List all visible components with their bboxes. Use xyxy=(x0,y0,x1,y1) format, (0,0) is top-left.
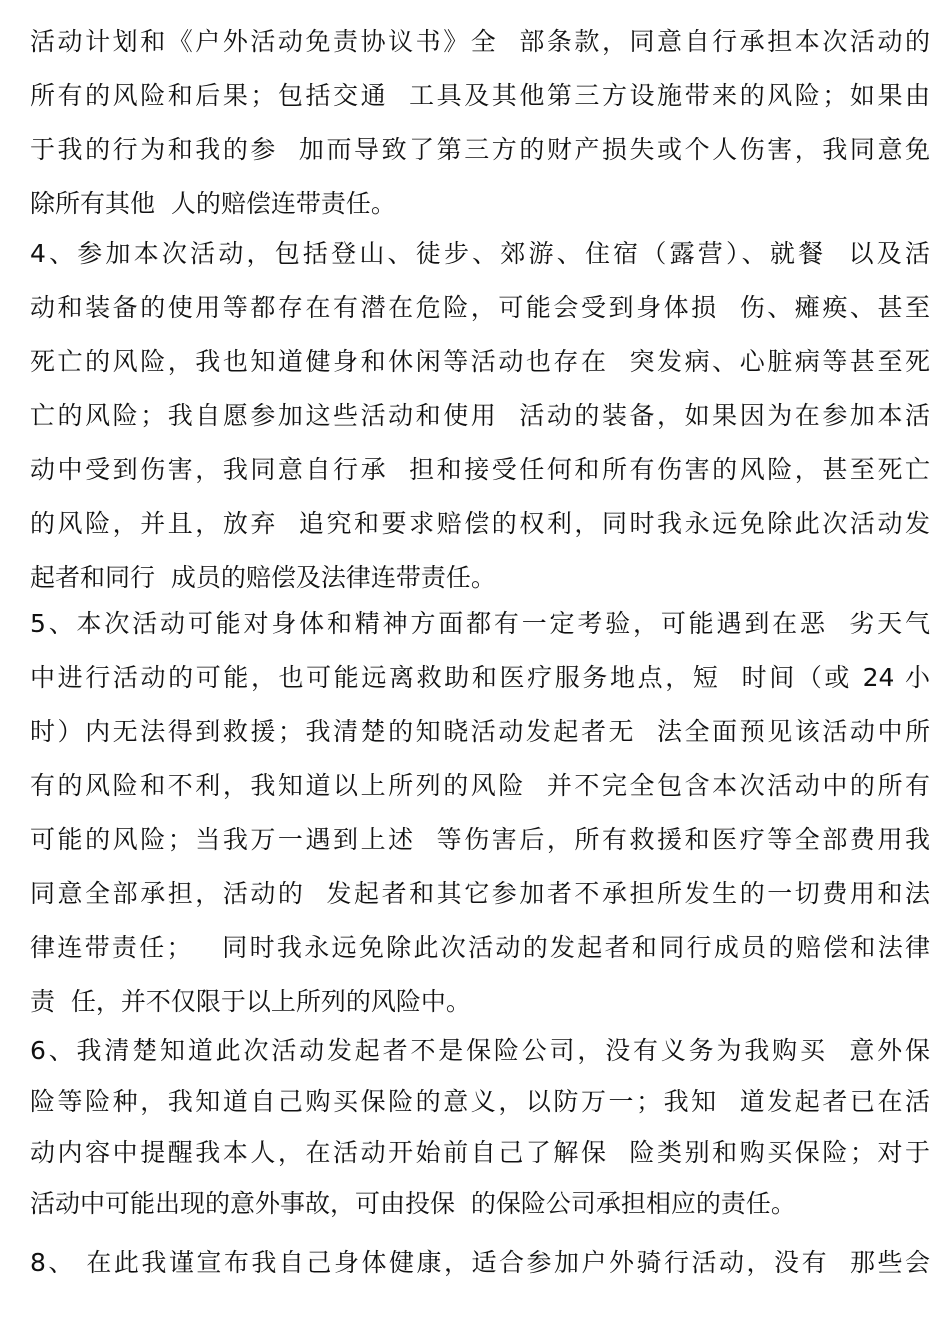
text-line: 除所有其他 人的赔偿连带责任。 xyxy=(30,189,396,218)
text-line: 动中受到伤害，我同意自行承 担和接受任何和所有伤害的风险，甚至死亡 xyxy=(30,455,930,484)
paragraph-8 xyxy=(30,1236,930,1290)
text-line: 责 任，并不仅限于以上所列的风险中。 xyxy=(30,987,471,1016)
text-line: 6、我清楚知道此次活动发起者不是保险公司，没有义务为我购买 意外保 xyxy=(30,1036,930,1065)
text-line: 时）内无法得到救援；我清楚的知晓活动发起者无 法全面预见该活动中所 xyxy=(30,717,930,746)
text-line: 8、 在此我谨宣布我自己身体健康，适合参加户外骑行活动，没有 那些会 xyxy=(30,1248,930,1277)
text-line: 险等险种，我知道自己购买保险的意义，以防万一；我知 道发起者已在活 xyxy=(30,1087,930,1116)
text-line: 动和装备的使用等都存在有潜在危险，可能会受到身体损 伤、瘫痪、甚至 xyxy=(30,293,930,322)
text-line: 于我的行为和我的参 加而导致了第三方的财产损失或个人伤害，我同意免 xyxy=(30,135,930,164)
text-line: 所有的风险和后果；包括交通 工具及其他第三方设施带来的风险；如果由 xyxy=(30,81,930,110)
text-line: 的风险，并且，放弃 追究和要求赔偿的权利，同时我永远免除此次活动发 xyxy=(30,509,930,538)
text-line: 动内容中提醒我本人，在活动开始前自己了解保 险类别和购买保险；对于 xyxy=(30,1138,930,1167)
text-line: 活动计划和《户外活动免责协议书》全 部条款，同意自行承担本次活动的 xyxy=(30,27,930,56)
text-line: 起者和同行 成员的赔偿及法律连带责任。 xyxy=(30,563,496,592)
paragraph-4 xyxy=(30,227,930,605)
text-line: 亡的风险；我自愿参加这些活动和使用 活动的装备，如果因为在参加本活 xyxy=(30,401,930,430)
text-line: 5、本次活动可能对身体和精神方面都有一定考验，可能遇到在恶 劣天气 xyxy=(30,609,930,638)
text-line: 律连带责任； 同时我永远免除此次活动的发起者和同行成员的赔偿和法律 xyxy=(30,933,930,962)
text-line: 可能的风险；当我万一遇到上述 等伤害后，所有救援和医疗等全部费用我 xyxy=(30,825,930,854)
text-line: 有的风险和不利，我知道以上所列的风险 并不完全包含本次活动中的所有 xyxy=(30,771,930,800)
text-line: 同意全部承担，活动的 发起者和其它参加者不承担所发生的一切费用和法 xyxy=(30,879,930,908)
text-line: 死亡的风险，我也知道健身和休闲等活动也存在 突发病、心脏病等甚至死 xyxy=(30,347,930,376)
paragraph-6 xyxy=(30,1025,930,1229)
text-line: 活动中可能出现的意外事故，可由投保 的保险公司承担相应的责任。 xyxy=(30,1189,796,1218)
paragraph-5 xyxy=(30,597,930,1029)
text-line: 4、参加本次活动，包括登山、徒步、郊游、住宿（露营）、就餐 以及活 xyxy=(30,239,930,268)
paragraph-3-continuation xyxy=(30,15,930,231)
text-line: 中进行活动的可能，也可能远离救助和医疗服务地点，短 时间（或 24 小 xyxy=(30,663,930,692)
